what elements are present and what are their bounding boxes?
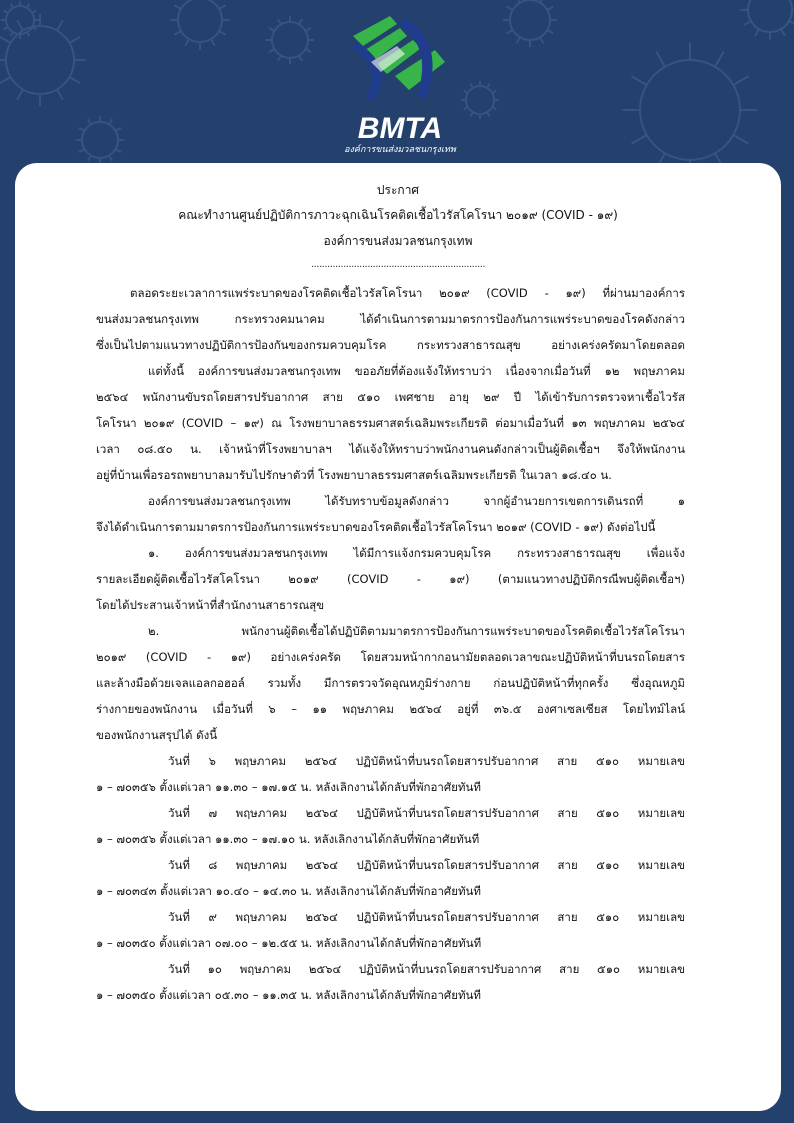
announcement-title: คณะทำงานศูนย์ปฏิบัติการภาวะฉุกเฉินโรคติดเชื้อไวรัสโคโรนา ๒๐๑๙ (COVID - ๑๙) <box>178 208 618 222</box>
paragraph-line: ร่างกายของพนักงาน เมื่อวันที่ ๖ – ๑๑ พฤษภาคม ๒๕๖๔ อยู่ที่ ๓๖.๕ องศาเซลเซียส โดยไทม์ไลน์ <box>96 702 685 716</box>
paragraph-line: ๑ – ๗๐๓๕๐ ตั้งแต่เวลา ๐๗.๐๐ – ๑๒.๕๕ น. หลังเลิกงานได้กลับที่พักอาศัยทันที <box>96 936 482 950</box>
paragraph-line: ๑ – ๗๐๓๔๓ ตั้งแต่เวลา ๑๐.๔๐ – ๑๔.๓๐ น. หลังเลิกงานได้กลับที่พักอาศัยทันที <box>96 884 481 898</box>
paragraph-line: วันที่ ๑๐ พฤษภาคม ๒๕๖๔ ปฏิบัติหน้าที่บนรถโดยสารปรับอากาศ สาย ๕๑๐ หมายเลข <box>168 962 685 976</box>
paragraph-line: จึงได้ดำเนินการตามมาตรการป้องกันการแพร่ระบาดของโรคติดเชื้อไวรัสโคโรนา ๒๐๑๙ (COVID - ๑๙) ดังต่อไปนี้ <box>96 520 656 534</box>
paragraph-line: ของพนักงานสรุปได้ ดังนี้ <box>96 728 218 742</box>
paragraph-line: รายละเอียดผู้ติดเชื้อไวรัสโคโรนา ๒๐๑๙ (COVID - ๑๙) (ตามแนวทางปฏิบัติกรณีพบผู้ติดเชื้อฯ) <box>96 572 685 586</box>
paragraph-line: เวลา ๐๘.๕๐ น. เจ้าหน้าที่โรงพยาบาลฯ ได้แจ้งให้ทราบว่าพนักงานคนดังกล่าวเป็นผู้ติดเชื้อฯ จึงให้พนักงาน <box>96 442 685 456</box>
paragraph-line: ๒๕๖๔ พนักงานขับรถโดยสารปรับอากาศ สาย ๕๑๐ เพศชาย อายุ ๒๙ ปี ได้เข้ารับการตรวจหาเชื้อไวรัส <box>96 390 685 404</box>
paragraph-line: ๑ – ๗๐๓๕๖ ตั้งแต่เวลา ๑๑.๓๐ – ๑๗.๑๐ น. หลังเลิกงานได้กลับที่พักอาศัยทันที <box>96 832 480 846</box>
paragraph-line: องค์การขนส่งมวลชนกรุงเทพ ได้รับทราบข้อมูลดังกล่าว จากผู้อำนวยการเขตการเดินรถที่ ๑ <box>148 494 685 508</box>
paragraph-line: ซึ่งเป็นไปตามแนวทางปฏิบัติการป้องกันของกรมควบคุมโรค กระทรวงสาธารณสุข อย่างเคร่งครัดมาโดยตลอด <box>96 338 685 352</box>
paragraph-line: วันที่ ๘ พฤษภาคม ๒๕๖๔ ปฏิบัติหน้าที่บนรถโดยสารปรับอากาศ สาย ๕๑๐ หมายเลข <box>168 858 685 872</box>
announcement-card <box>15 163 781 1111</box>
bmta-logo <box>335 6 465 156</box>
paragraph-line: วันที่ ๖ พฤษภาคม ๒๕๖๔ ปฏิบัติหน้าที่บนรถโดยสารปรับอากาศ สาย ๕๑๐ หมายเลข <box>168 754 685 768</box>
organization-name: องค์การขนส่งมวลชนกรุงเทพ <box>323 234 473 248</box>
paragraph-line: แต่ทั้งนี้ องค์การขนส่งมวลชนกรุงเทพ ขออภัยที่ต้องแจ้งให้ทราบว่า เนื่องจากเมื่อวันที่ ๑๒ พฤษภาคม <box>148 364 685 378</box>
paragraph-line: วันที่ ๗ พฤษภาคม ๒๕๖๔ ปฏิบัติหน้าที่บนรถโดยสารปรับอากาศ สาย ๕๑๐ หมายเลข <box>168 806 685 820</box>
logo-mark-icon <box>351 16 445 101</box>
paragraph-line: อยู่ที่บ้านเพื่อรอรถพยาบาลมารับไปรักษาตัวที่ โรงพยาบาลธรรมศาสตร์เฉลิมพระเกียรติ ในเวลา ๑๘.๔๐ น. <box>96 468 612 482</box>
paragraph-line: โดยได้ประสานเจ้าหน้าที่สำนักงานสาธารณสุข <box>96 598 325 612</box>
paragraph-line: โคโรนา ๒๐๑๙ (COVID – ๑๙) ณ โรงพยาบาลธรรมศาสตร์เฉลิมพระเกียรติ ต่อมาเมื่อวันที่ ๑๓ พฤษภาคม ๒๕๖๔ <box>96 416 685 430</box>
paragraph-line: วันที่ ๙ พฤษภาคม ๒๕๖๔ ปฏิบัติหน้าที่บนรถโดยสารปรับอากาศ สาย ๕๑๐ หมายเลข <box>168 910 685 924</box>
separator-line: ................................................................. <box>310 259 486 270</box>
paragraph-line: ๑ – ๗๐๓๕๐ ตั้งแต่เวลา ๐๕.๓๐ – ๑๑.๓๕ น. หลังเลิกงานได้กลับที่พักอาศัยทันที <box>96 988 481 1002</box>
paragraph-line: ๒. พนักงานผู้ติดเชื้อได้ปฏิบัติตามมาตรการป้องกันการแพร่ระบาดของโรคติดเชื้อไวรัสโคโรนา <box>148 624 685 638</box>
paragraph-line: ขนส่งมวลชนกรุงเทพ กระทรวงคมนาคม ได้ดำเนินการตามมาตรการป้องกันการแพร่ระบาดของโรคดังกล่าว <box>96 312 685 326</box>
announcement-body <box>15 163 781 1111</box>
paragraph-line: ๑. องค์การขนส่งมวลชนกรุงเทพ ได้มีการแจ้งกรมควบคุมโรค กระทรวงสาธารณสุข เพื่อแจ้ง <box>148 546 685 560</box>
logo-wordmark: BMTA <box>357 112 443 145</box>
paragraph-line: และล้างมือด้วยเจลแอลกอฮอล์ รวมทั้ง มีการตรวจวัดอุณหภูมิร่างกาย ก่อนปฏิบัติหน้าที่ทุกครั้ง ซึ่งอุณหภูมิ <box>96 676 685 690</box>
logo-subtitle: องค์การขนส่งมวลชนกรุงเทพ <box>344 145 456 155</box>
paragraph-line: ๑ – ๗๐๓๕๖ ตั้งแต่เวลา ๑๑.๓๐ – ๑๗.๑๕ น. หลังเลิกงานได้กลับที่พักอาศัยทันที <box>96 780 481 794</box>
paragraph-line: ตลอดระยะเวลาการแพร่ระบาดของโรคติดเชื้อไวรัสโคโรนา ๒๐๑๙ (COVID - ๑๙) ที่ผ่านมาองค์การ <box>130 286 685 300</box>
announcement-label: ประกาศ <box>376 183 420 197</box>
paragraph-line: ๒๐๑๙ (COVID - ๑๙) อย่างเคร่งครัด โดยสวมหน้ากากอนามัยตลอดเวลาขณะปฏิบัติหน้าที่บนรถโดยสาร <box>96 650 685 664</box>
